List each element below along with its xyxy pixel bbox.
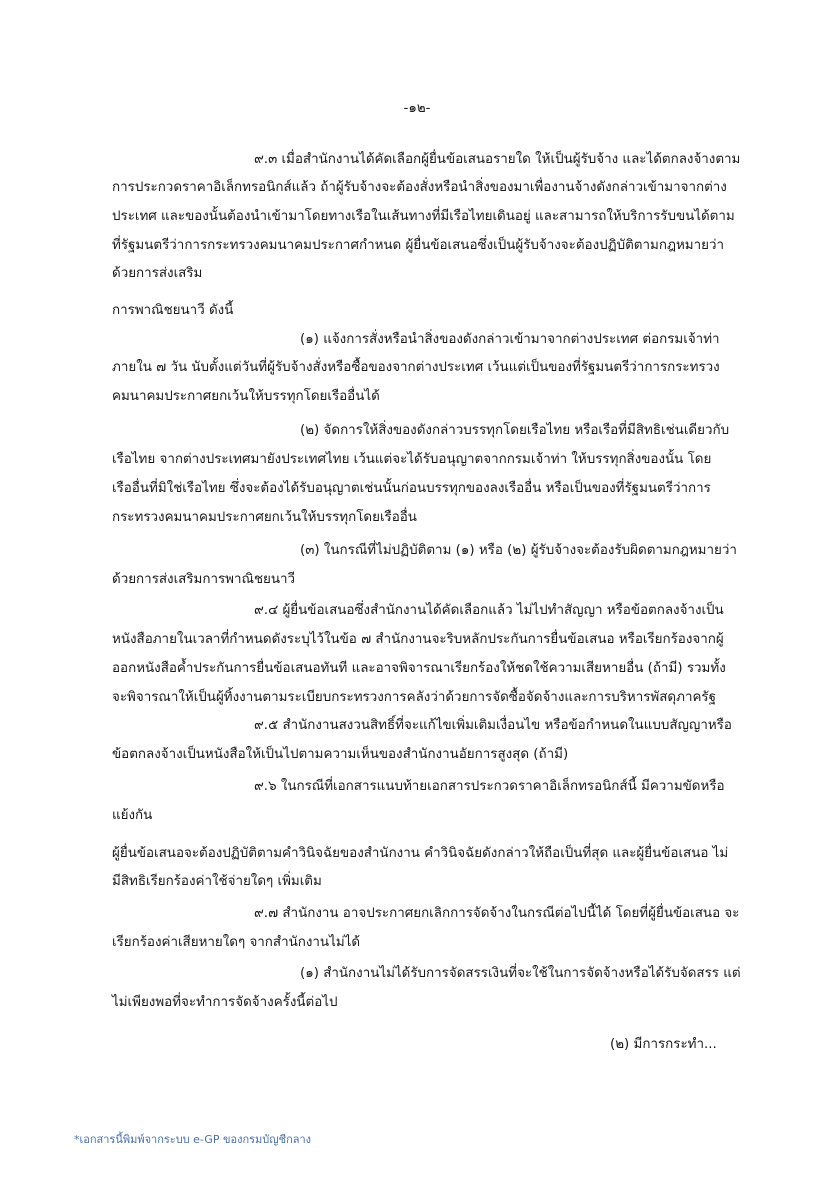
text-line: มีสิทธิเรียกร้องค่าใช้จ่ายใดๆ เพิ่มเติม — [112, 874, 322, 889]
sub-item-1-line: (๑) แจ้งการสั่งหรือนำสิ่งของดังกล่าวเข้ามาจากต่างประเทศ ต่อกรมเจ้าท่า — [300, 332, 720, 347]
text-line: ออกหนังสือค้ำประกันการยื่นข้อเสนอทันที และอาจพิจารณาเรียกร้องให้ชดใช้ความเสียหายอื่น (ถ้ามี) รวมทั้ง — [112, 661, 726, 676]
text-line: ข้อตกลงจ้างเป็นหนังสือให้เป็นไปตามความเห็นของสำนักงานอัยการสูงสุด (ถ้ามี) — [112, 747, 569, 762]
text-line: เรียกร้องค่าเสียหายใดๆ จากสำนักงานไม่ได้ — [112, 935, 361, 950]
sub-item-9-7-1-line: (๑) สำนักงานไม่ได้รับการจัดสรรเงินที่จะใช้ในการจัดจ้างหรือได้รับจัดสรร แต่ — [300, 966, 741, 981]
page-number: -๑๒- — [403, 101, 431, 116]
text-line: แย้งกัน — [112, 808, 153, 823]
clause-9-7-line: ๙.๗ สำนักงาน อาจประกาศยกเลิกการจัดจ้างในกรณีต่อไปนี้ได้ โดยที่ผู้ยื่นข้อเสนอ จะ — [254, 906, 740, 921]
text-line: ด้วยการส่งเสริม — [112, 266, 203, 281]
text-line: หนังสือภายในเวลาที่กำหนดดังระบุไว้ในข้อ ๗ สำนักงานจะริบหลักประกันการยื่นข้อเสนอ หรือเรียกร้องจากผู้ — [112, 632, 724, 647]
text-line: ไม่เพียงพอที่จะทำการจัดจ้างครั้งนี้ต่อไป — [112, 995, 338, 1010]
text-line: กระทรวงคมนาคมประกาศยกเว้นให้บรรทุกโดยเรืออื่น — [112, 510, 417, 525]
sub-item-2-line: (๒) จัดการให้สิ่งของดังกล่าวบรรทุกโดยเรือไทย หรือเรือที่มีสิทธิเช่นเดียวกับ — [300, 423, 730, 438]
text-line: เรือไทย จากต่างประเทศมายังประเทศไทย เว้นแต่จะได้รับอนุญาตจากกรมเจ้าท่า ให้บรรทุกสิ่งของนั้น โดย — [112, 452, 712, 467]
text-line: ด้วยการส่งเสริมการพาณิชยนาวี — [112, 572, 296, 587]
text-line: การพาณิชยนาวี ดังนี้ — [112, 303, 234, 318]
text-line: ประเทศ และของนั้นต้องนำเข้ามาโดยทางเรือในเส้นทางที่มีเรือไทยเดินอยู่ และสามารถให้บริการรับขนได้ตาม — [112, 209, 735, 224]
text-line: คมนาคมประกาศยกเว้นให้บรรทุกโดยเรืออื่นได้ — [112, 389, 380, 404]
footer-note: *เอกสารนี้พิมพ์จากระบบ e-GP ของกรมบัญชีกลาง — [74, 1133, 312, 1146]
text-line: จะพิจารณาให้เป็นผู้ทิ้งงานตามระเบียบกระทรวงการคลังว่าด้วยการจัดซื้อจัดจ้างและการบริหารพัสดุภาครัฐ — [112, 690, 717, 705]
text-line: ภายใน ๗ วัน นับตั้งแต่วันที่ผู้รับจ้างสั่งหรือซื้อของจากต่างประเทศ เว้นแต่เป็นของที่รัฐมนตรีว่าการกระทรวง — [112, 360, 720, 375]
clause-9-5-line: ๙.๕ สำนักงานสงวนสิทธิ์ที่จะแก้ไขเพิ่มเติมเงื่อนไข หรือข้อกำหนดในแบบสัญญาหรือ — [254, 718, 732, 733]
sub-item-3-line: (๓) ในกรณีที่ไม่ปฏิบัติตาม (๑) หรือ (๒) ผู้รับจ้างจะต้องรับผิดตามกฎหมายว่า — [300, 543, 737, 558]
continuation-note: (๒) มีการกระทำ... — [610, 1037, 717, 1052]
clause-9-4-line: ๙.๔ ผู้ยื่นข้อเสนอซึ่งสำนักงานได้คัดเลือกแล้ว ไม่ไปทำสัญญา หรือข้อตกลงจ้างเป็น — [254, 603, 724, 618]
text-line: ที่รัฐมนตรีว่าการกระทรวงคมนาคมประกาศกำหนด ผู้ยื่นข้อเสนอซึ่งเป็นผู้รับจ้างจะต้องปฏิบัติตามกฎหมายว่า — [112, 238, 724, 253]
text-line: ผู้ยื่นข้อเสนอจะต้องปฏิบัติตามคำวินิจฉัยของสำนักงาน คำวินิจฉัยดังกล่าวให้ถือเป็นที่สุด และผู้ยื่นข้อเสนอ ไม่ — [112, 846, 729, 861]
clause-9-6-line: ๙.๖ ในกรณีที่เอกสารแนบท้ายเอกสารประกวดราคาอิเล็กทรอนิกส์นี้ มีความขัดหรือ — [254, 779, 725, 794]
text-line: เรืออื่นที่มิใช่เรือไทย ซึ่งจะต้องได้รับอนุญาตเช่นนั้นก่อนบรรทุกของลงเรืออื่น หรือเป็นของที่รัฐมนตรีว่าการ — [112, 481, 711, 496]
text-line: การประกวดราคาอิเล็กทรอนิกส์แล้ว ถ้าผู้รับจ้างจะต้องสั่งหรือนำสิ่งของมาเพื่องานจ้างดังกล่าวเข้ามาจากต่าง — [112, 180, 727, 195]
clause-9-3-line: ๙.๓ เมื่อสำนักงานได้คัดเลือกผู้ยื่นข้อเสนอรายใด ให้เป็นผู้รับจ้าง และได้ตกลงจ้างตาม — [254, 152, 741, 167]
